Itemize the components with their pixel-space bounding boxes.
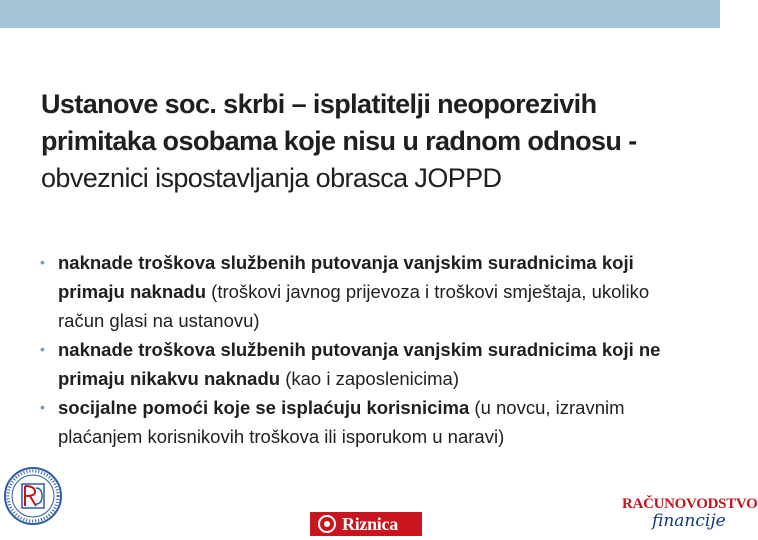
bullet-text: (kao i zaposlenicima) [280,368,459,389]
list-item [40,393,690,451]
title-bold-part: Ustanove soc. skrbi – isplatitelji neoporezivih primitaka osobama koje nisu u radnom odnosu - [41,89,637,156]
bullet-bold-text: naknade troškova službenih putovanja vanjskim suradnicima koji primaju naknadu [58,252,634,302]
title-light-part: obveznici ispostavljanja obrasca JOPPD [41,163,502,193]
logo-line1: RAČUNOVODSTVO [622,496,758,512]
bullet-bold-text: socijalne pomoći koje se isplaćuju korisnicima [58,397,470,418]
bullet-icon: • [40,341,45,357]
riznica-logo-text: Riznica [342,513,398,534]
racunovodstvo-financije-logo [622,496,758,536]
list-item [40,335,690,393]
logo-line2: financije [652,511,726,531]
bullet-icon: • [40,254,45,270]
riznica-logo [310,512,422,536]
bullet-bold-text: naknade troškova službenih putovanja vanjskim suradnicima koji ne primaju nikakvu naknadu [58,339,661,389]
bullet-text: (u novcu, izravnim plaćanjem korisnikovih troškova ili isporukom u naravi) [58,397,625,447]
bullet-list [40,248,690,451]
round-seal-logo-icon [2,458,64,538]
bullet-text: (troškovi javnog prijevoza i troškovi smještaja, ukoliko račun glasi na ustanovu) [58,281,650,331]
top-accent-bar [0,0,720,28]
list-item [40,248,690,335]
riznica-emblem-icon [318,515,336,533]
slide-title [41,86,681,197]
bullet-icon: • [40,399,45,415]
